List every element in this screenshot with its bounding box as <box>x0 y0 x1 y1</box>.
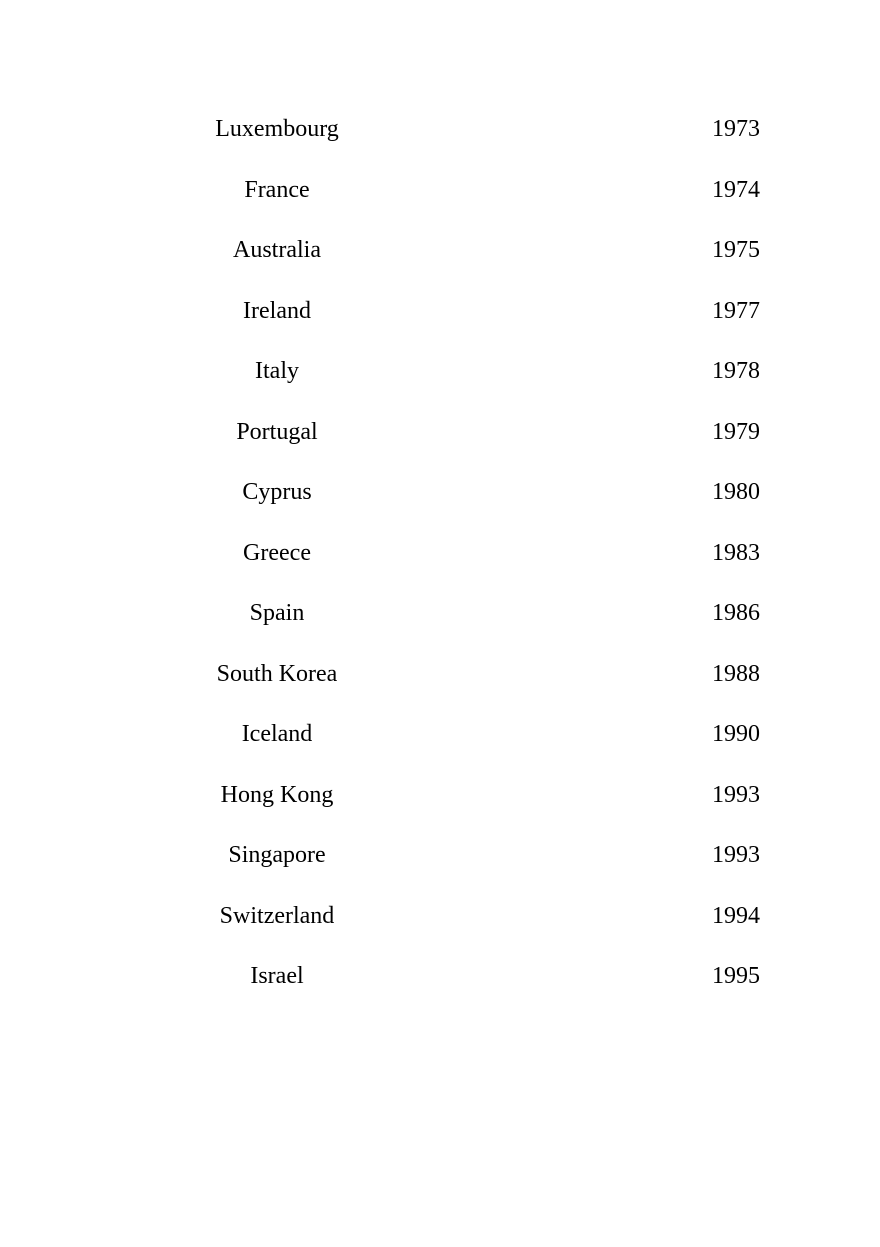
year-cell: 1988 <box>712 660 760 687</box>
table-row <box>0 220 880 281</box>
year-cell: 1979 <box>712 418 760 445</box>
year-cell: 1980 <box>712 479 760 505</box>
country-cell: Iceland <box>241 721 313 747</box>
country-cell: Switzerland <box>219 902 335 929</box>
country-cell: Ireland <box>243 297 311 324</box>
table-row <box>0 765 880 826</box>
table-row <box>0 160 880 221</box>
table-row <box>0 644 880 705</box>
table-row <box>0 825 880 886</box>
year-cell: 1994 <box>712 902 760 929</box>
year-cell: 1973 <box>712 116 760 142</box>
year-cell: 1993 <box>712 842 760 868</box>
table-row <box>0 341 880 402</box>
country-cell: South Korea <box>216 660 338 687</box>
table-row <box>0 402 880 463</box>
year-cell: 1995 <box>712 963 760 989</box>
year-cell: 1975 <box>712 237 760 263</box>
year-cell: 1978 <box>712 358 760 384</box>
table-row <box>0 704 880 765</box>
table-row <box>0 462 880 523</box>
year-cell: 1983 <box>712 539 760 566</box>
table-row <box>0 946 880 1007</box>
year-cell: 1993 <box>712 781 760 808</box>
country-cell: Portugal <box>236 418 318 445</box>
country-cell: Australia <box>233 237 321 263</box>
country-cell: Greece <box>243 539 311 566</box>
country-cell: France <box>244 176 310 203</box>
country-cell: Spain <box>249 600 305 626</box>
table-row <box>0 281 880 342</box>
table-row <box>0 583 880 644</box>
country-cell: Singapore <box>228 842 326 868</box>
year-cell: 1977 <box>712 297 760 324</box>
country-cell: Israel <box>250 963 304 989</box>
table-row <box>0 99 880 160</box>
country-cell: Cyprus <box>242 479 312 505</box>
table-row <box>0 886 880 947</box>
country-cell: Luxembourg <box>215 116 339 142</box>
year-cell: 1986 <box>712 600 760 626</box>
year-cell: 1974 <box>712 176 760 203</box>
table-row <box>0 523 880 584</box>
country-cell: Italy <box>255 358 299 384</box>
year-cell: 1990 <box>712 721 760 747</box>
country-year-table <box>0 99 880 1007</box>
country-cell: Hong Kong <box>220 781 334 808</box>
